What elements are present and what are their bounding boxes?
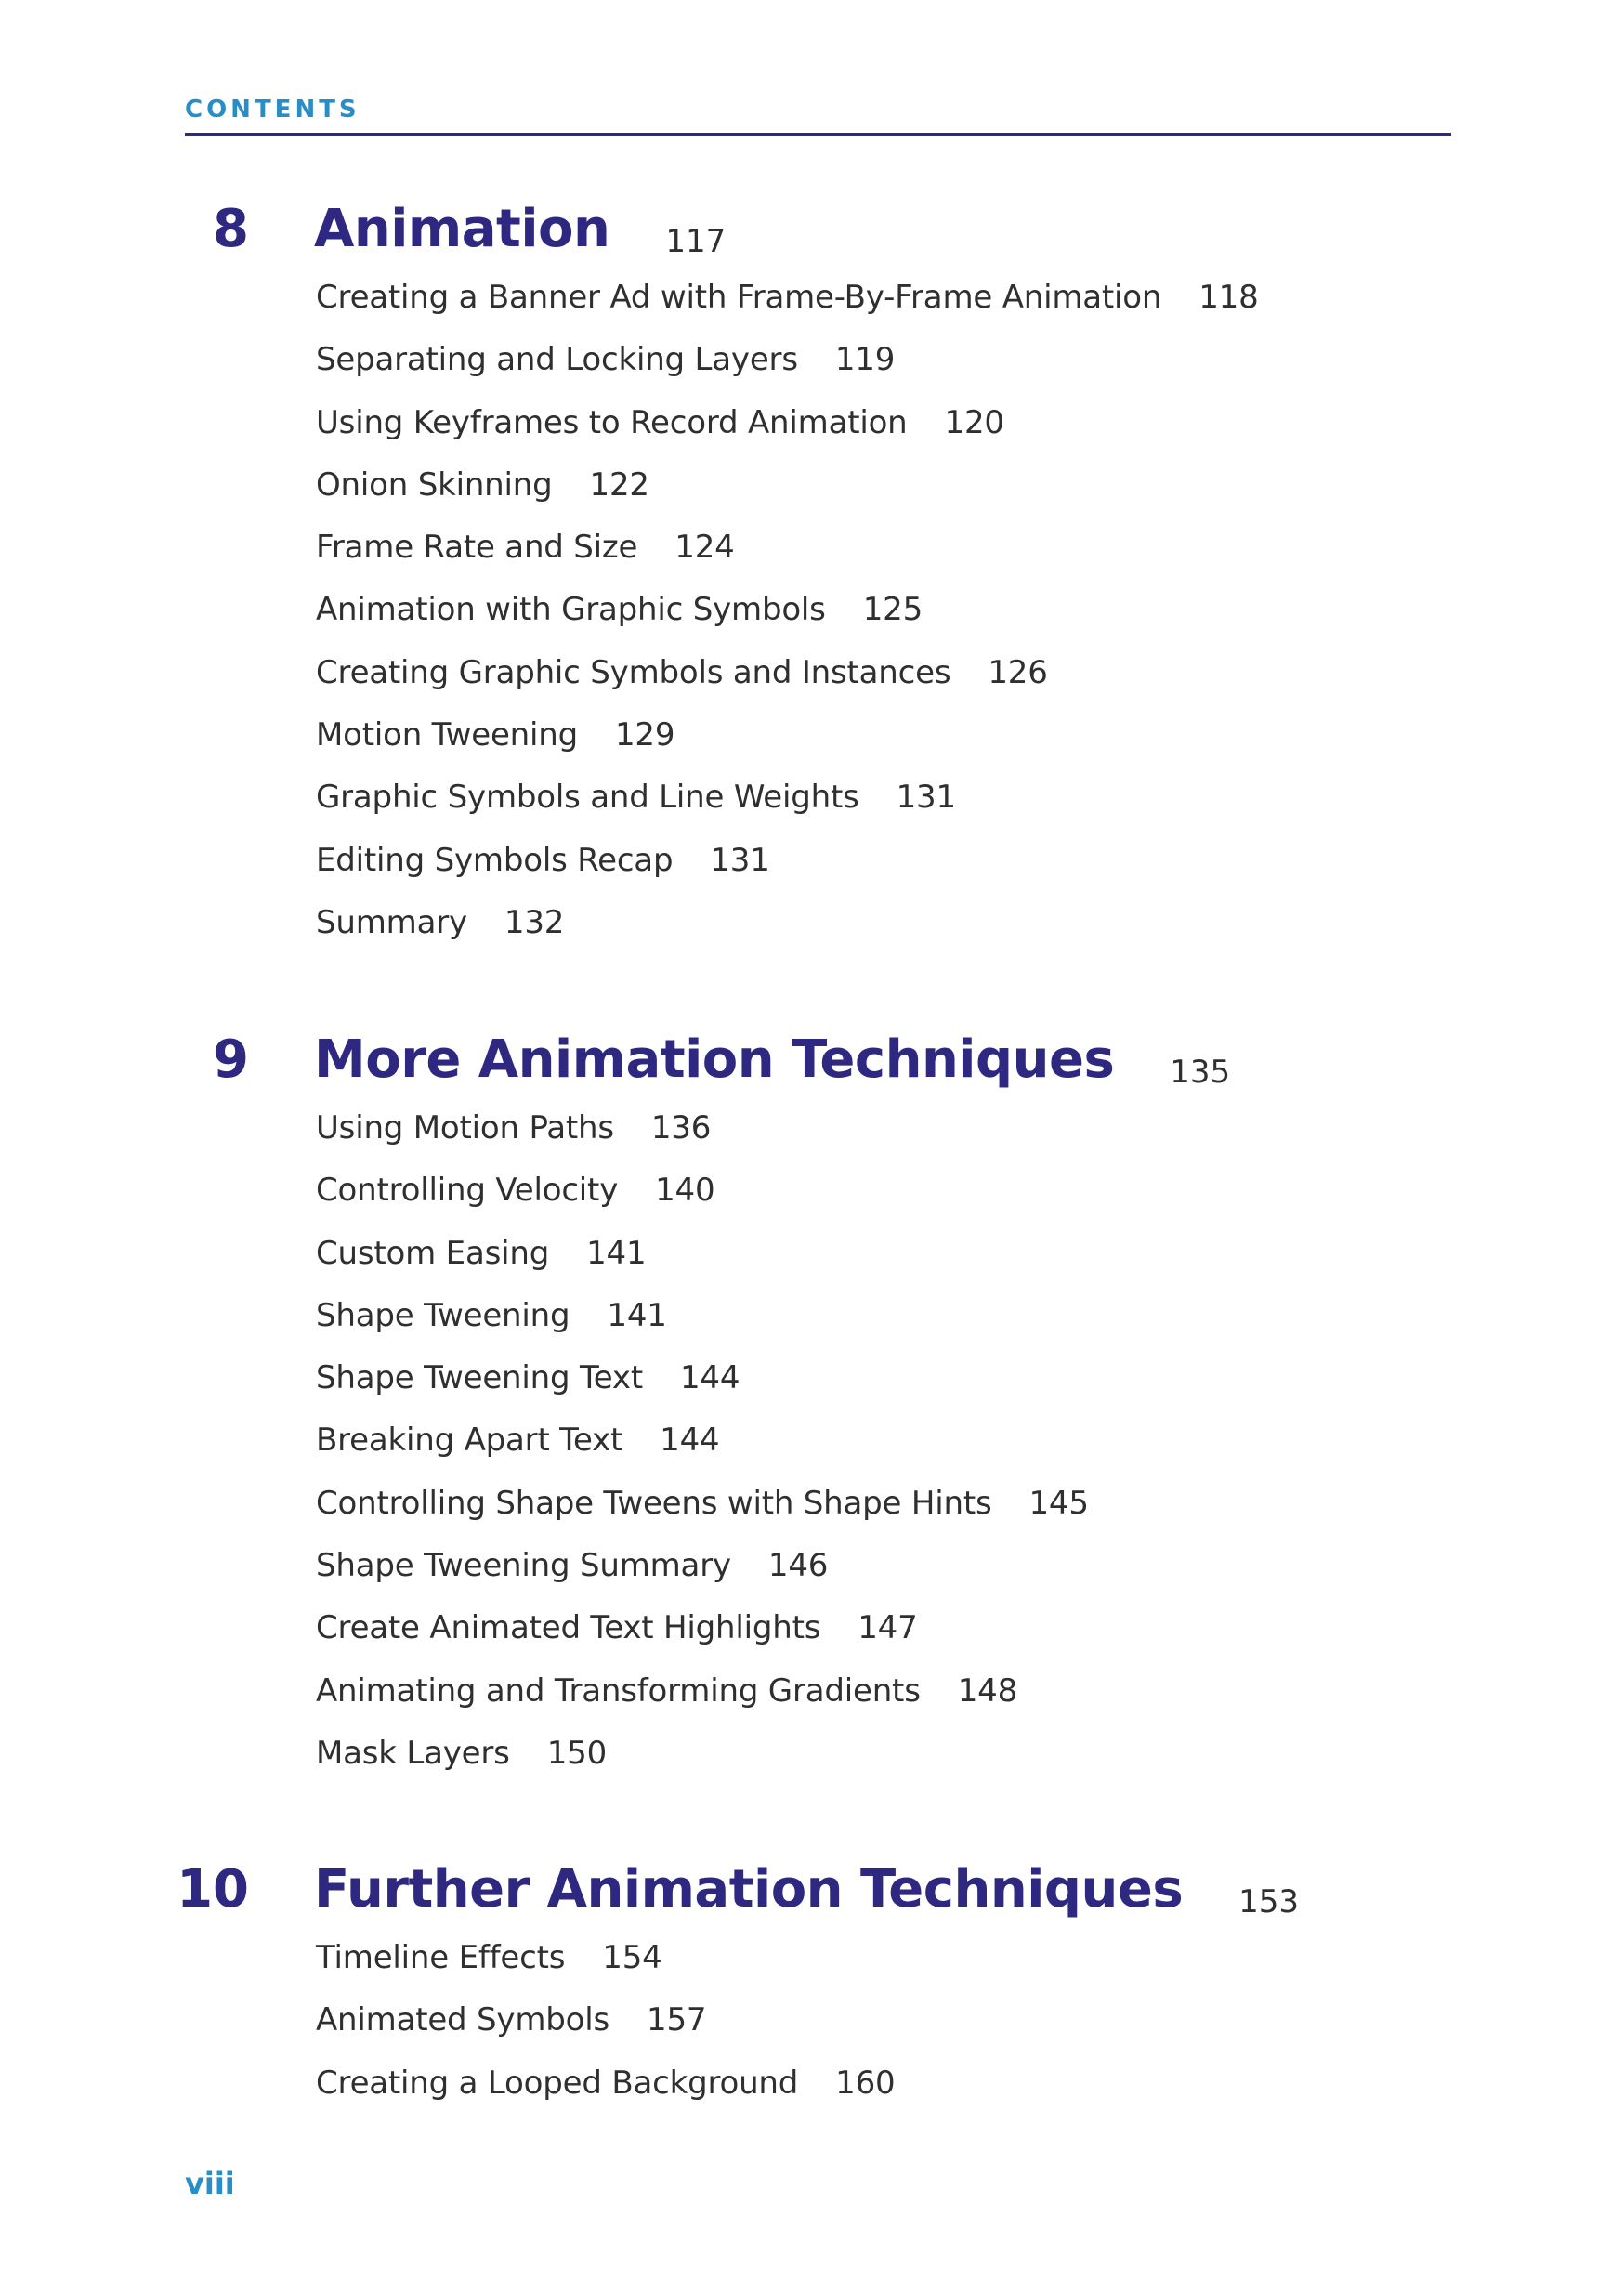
toc-entry <box>316 1223 1624 1285</box>
toc-entry-page: 160 <box>835 2064 896 2102</box>
toc-entry-page: 144 <box>660 1422 720 1460</box>
toc-entry <box>316 1347 1624 1409</box>
toc-entry-title: Shape Tweening <box>316 1296 570 1334</box>
chapter-page-number: 153 <box>1238 1883 1300 1920</box>
chapter-10 <box>0 1853 1624 2115</box>
toc-entry <box>316 1409 1624 1472</box>
toc-entry <box>316 1927 1624 1989</box>
toc-list <box>316 1927 1624 2115</box>
toc-entry <box>316 1285 1624 1347</box>
chapter-heading <box>0 1023 1624 1097</box>
toc-entry-page: 136 <box>650 1109 712 1147</box>
toc-entry-page: 144 <box>679 1359 740 1397</box>
toc-entry-title: Creating a Banner Ad with Frame-By-Frame Animation <box>316 279 1162 316</box>
chapter-page-number: 117 <box>665 223 727 260</box>
chapter-heading <box>0 1853 1624 1927</box>
toc-entry-page: 120 <box>944 403 1004 441</box>
toc-list <box>316 267 1624 954</box>
toc-entry-page: 150 <box>546 1734 607 1772</box>
toc-entry-title: Create Animated Text Highlights <box>316 1609 821 1647</box>
toc-entry-title: Creating a Looped Background <box>316 2064 799 2102</box>
toc-entry-page: 118 <box>1198 279 1259 316</box>
toc-entry-page: 147 <box>858 1609 918 1647</box>
chapter-8 <box>0 192 1624 954</box>
toc-entry <box>316 392 1624 454</box>
chapter-number: 8 <box>213 199 249 259</box>
toc-entry-page: 145 <box>1028 1484 1089 1522</box>
toc-entry-title: Custom Easing <box>316 1234 550 1272</box>
toc-entry-title: Motion Tweening <box>316 716 578 754</box>
toc-entry <box>316 830 1624 892</box>
toc-entry-title: Animated Symbols <box>316 2001 610 2039</box>
toc-entry-page: 124 <box>674 529 735 567</box>
toc-entry-title: Breaking Apart Text <box>316 1422 623 1460</box>
toc-entry <box>316 1660 1624 1723</box>
toc-entry-page: 129 <box>614 716 675 754</box>
toc-entry-page: 141 <box>586 1234 647 1272</box>
toc-entry-page: 131 <box>896 779 956 817</box>
toc-entry-page: 131 <box>710 841 770 879</box>
header-rule <box>185 133 1451 136</box>
toc-entry <box>316 1473 1624 1535</box>
chapter-title: More Animation Techniques <box>314 1029 1115 1090</box>
toc-entry-title: Frame Rate and Size <box>316 529 638 567</box>
chapter-title: Animation <box>314 199 610 259</box>
toc-entry-title: Editing Symbols Recap <box>316 841 674 879</box>
toc-entry-title: Using Keyframes to Record Animation <box>316 403 908 441</box>
chapter-9 <box>0 1023 1624 1785</box>
chapter-title: Further Animation Techniques <box>314 1859 1184 1920</box>
chapter-page-number: 135 <box>1170 1054 1231 1091</box>
toc-entry <box>316 454 1624 517</box>
toc-entry-title: Onion Skinning <box>316 465 553 504</box>
chapter-heading <box>0 192 1624 267</box>
toc-entry-page: 140 <box>655 1172 715 1210</box>
toc-entry-page: 122 <box>589 465 649 504</box>
toc-entry <box>316 767 1624 829</box>
toc-entry <box>316 704 1624 767</box>
toc-entry-page: 132 <box>504 903 565 941</box>
toc-entry <box>316 1989 1624 2051</box>
toc-entry-title: Graphic Symbols and Line Weights <box>316 779 859 817</box>
toc-entry-title: Summary <box>316 903 467 941</box>
toc-entry-page: 126 <box>988 653 1048 691</box>
toc-entry-title: Controlling Shape Tweens with Shape Hints <box>316 1484 992 1522</box>
toc-entry <box>316 329 1624 391</box>
toc-entry-page: 148 <box>957 1671 1018 1710</box>
toc-entry-title: Shape Tweening Summary <box>316 1547 731 1585</box>
toc-entry-title: Controlling Velocity <box>316 1172 619 1210</box>
toc-entry-page: 125 <box>862 591 923 629</box>
chapter-number: 10 <box>177 1859 249 1920</box>
toc-list <box>316 1097 1624 1785</box>
toc-entry-title: Using Motion Paths <box>316 1109 614 1147</box>
toc-entry-title: Animating and Transforming Gradients <box>316 1671 921 1710</box>
toc-entry <box>316 579 1624 641</box>
toc-entry <box>316 2052 1624 2115</box>
toc-entry-page: 146 <box>767 1547 829 1585</box>
toc-entry <box>316 892 1624 954</box>
chapter-number: 9 <box>213 1029 249 1090</box>
toc-entry-title: Separating and Locking Layers <box>316 341 798 379</box>
toc-entry-page: 157 <box>647 2001 707 2039</box>
toc-entry <box>316 642 1624 704</box>
toc-entry-page: 141 <box>607 1296 667 1334</box>
toc-entry-title: Creating Graphic Symbols and Instances <box>316 653 951 691</box>
toc-entry <box>316 1097 1624 1160</box>
toc-entry-title: Animation with Graphic Symbols <box>316 591 826 629</box>
toc-entry <box>316 267 1624 329</box>
toc-entry-page: 154 <box>602 1939 662 1976</box>
toc-entry-page: 119 <box>834 341 896 379</box>
toc-entry <box>316 517 1624 579</box>
toc-entry <box>316 1160 1624 1222</box>
toc-entry <box>316 1723 1624 1785</box>
page-folio: viii <box>185 2166 235 2201</box>
toc-entry-title: Mask Layers <box>316 1734 510 1772</box>
toc-entry-title: Shape Tweening Text <box>316 1359 643 1397</box>
toc-entry-title: Timeline Effects <box>316 1939 566 1976</box>
running-head: CONTENTS <box>185 96 360 124</box>
toc-entry <box>316 1535 1624 1597</box>
toc-entry <box>316 1597 1624 1659</box>
